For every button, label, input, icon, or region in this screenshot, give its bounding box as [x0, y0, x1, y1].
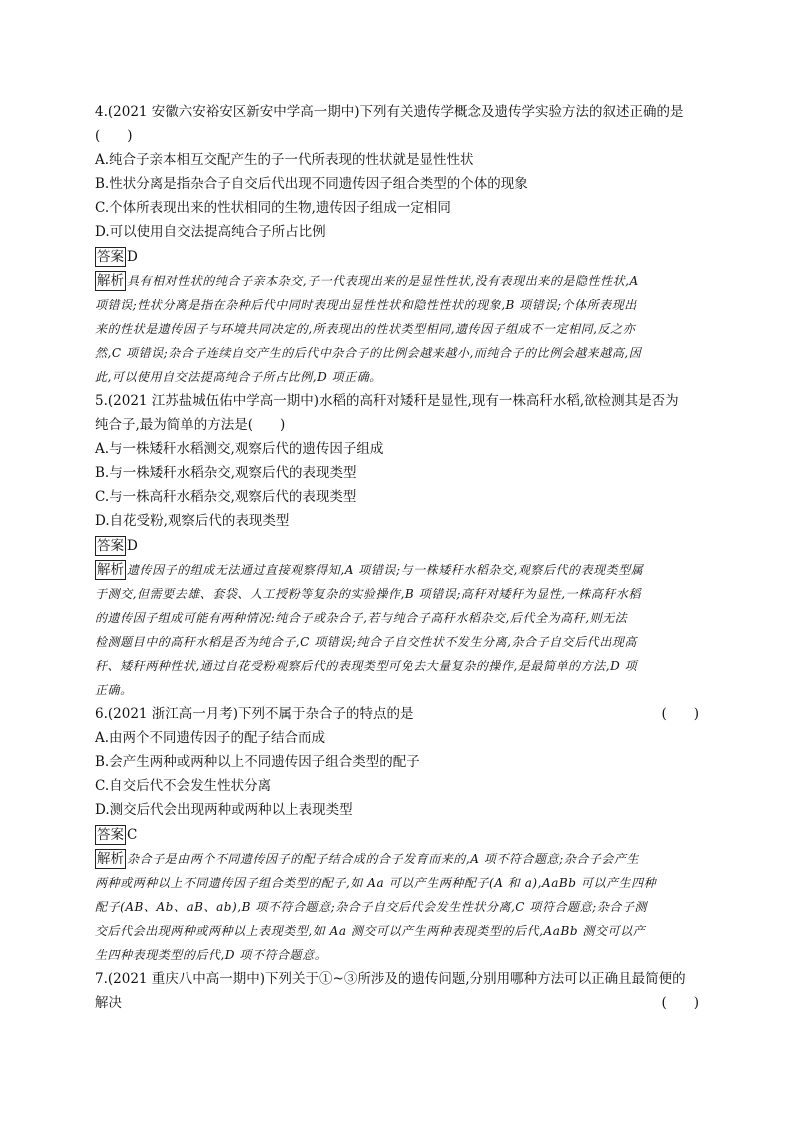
analysis-line: 杂合子是由两个不同遗传因子的配子结合成的合子发育而来的,A 项不符合题意;杂合子会产生 [127, 852, 639, 866]
analysis-line: 交后代会出现两种或两种以上表现类型,如 Aa 测交可以产生两种表现类型的后代,AaBb 测交可以产 [95, 924, 646, 938]
option-a: A.与一株矮秆水稻测交,观察后代的遗传因子组成 [95, 441, 384, 457]
option-b: B.会产生两种或两种以上不同遗传因子组合类型的配子 [95, 754, 420, 770]
analysis-line: 遗传因子的组成无法通过直接观察得知,A 项错误;与一株矮秆水稻杂交,观察后代的表现类型属 [127, 563, 644, 577]
analysis-line: 秆、矮秆两种性状,通过自花受粉观察后代的表现类型可免去大量复杂的操作,是最简单的方法,D 项 [95, 659, 638, 673]
analysis-line: 正确。 [95, 683, 133, 697]
analysis-line: 生四种表现类型的后代,D 项不符合题意。 [95, 948, 328, 962]
question-6 [95, 702, 699, 967]
option-c: C.与一株高秆水稻杂交,观察后代的表现类型 [95, 489, 357, 505]
question-stem-row [95, 991, 699, 1015]
analysis-line: 于测交,但需要去雄、套袋、人工授粉等复杂的实验操作,B 项错误;高秆对矮秆为显性,一株高秆水稻 [95, 587, 641, 601]
question-stem: 6.(2021 浙江高一月考)下列不属于杂合子的特点的是 [95, 706, 414, 722]
answer-line [95, 823, 699, 847]
answer-value: D [127, 538, 138, 554]
analysis-block [95, 558, 699, 702]
option-b: B.与一株矮秆水稻杂交,观察后代的表现类型 [95, 465, 357, 481]
analysis-line: 然,C 项错误;杂合子连续自交产生的后代中杂合子的比例会越来越小,而纯合子的比例会越来越高,因 [95, 346, 642, 360]
analysis-line: 来的性状是遗传因子与环境共同决定的,所表现出的性状类型相同,遗传因子组成不一定相同,反之亦 [95, 322, 636, 336]
question-stem-continued: 解决 [95, 995, 122, 1011]
answer-line [95, 534, 699, 558]
answer-value: C [127, 827, 138, 843]
option-a: A.纯合子亲本相互交配产生的子一代所表现的性状就是显性性状 [95, 152, 474, 168]
analysis-line: 项错误;性状分离是指在杂种后代中同时表现出显性性状和隐性性状的现象,B 项错误;个体所表现出 [95, 298, 637, 312]
option-a: A.由两个不同遗传因子的配子结合而成 [95, 730, 326, 746]
analysis-line: 此,可以使用自交法提高纯合子所占比例,D 项正确。 [95, 370, 382, 384]
question-4 [95, 100, 699, 389]
analysis-line: 两种或两种以上不同遗传因子组合类型的配子,如 Aa 可以产生两种配子(A 和 a),AaBb 可以产生四种 [95, 876, 657, 890]
analysis-tag: 解析 [97, 273, 124, 289]
option-b: B.性状分离是指杂合子自交后代出现不同遗传因子组合类型的个体的现象 [95, 176, 528, 192]
answer-parentheses: ( ) [661, 995, 699, 1011]
analysis-block [95, 847, 699, 967]
answer-value: D [127, 249, 138, 265]
answer-tag: 答案 [97, 538, 124, 554]
analysis-line: 检测题目中的高秆水稻是否为纯合子,C 项错误;纯合子自交性状不发生分离,杂合子自交后代出现高 [95, 635, 637, 649]
question-stem: 7.(2021 重庆八中高一期中)下列关于①~③所涉及的遗传问题,分别用哪种方法可以正确且最简便的 [95, 971, 686, 987]
option-c: C.自交后代不会发生性状分离 [95, 778, 272, 794]
answer-line [95, 245, 699, 269]
question-stem-row [95, 702, 699, 726]
analysis-tag: 解析 [97, 562, 124, 578]
question-7 [95, 967, 699, 1015]
question-5 [95, 389, 699, 702]
answer-tag: 答案 [97, 827, 124, 843]
analysis-line: 具有相对性状的纯合子亲本杂交,子一代表现出来的是显性性状,没有表现出来的是隐性性状,A [127, 274, 639, 288]
analysis-line: 配子(AB、Ab、aB、ab),B 项不符合题意;杂合子自交后代会发生性状分离,C 项符合题意;杂合子测 [95, 900, 647, 914]
document-page [95, 100, 699, 1015]
answer-parentheses: ( ) [95, 128, 133, 144]
analysis-tag: 解析 [97, 851, 124, 867]
option-d: D.可以使用自交法提高纯合子所占比例 [95, 224, 326, 240]
answer-tag: 答案 [97, 249, 124, 265]
analysis-line: 的遗传因子组成可能有两种情况:纯合子或杂合子,若与纯合子高秆水稻杂交,后代全为高秆,则无法 [95, 611, 628, 625]
option-c: C.个体所表现出来的性状相同的生物,遗传因子组成一定相同 [95, 200, 451, 216]
answer-parentheses: ( ) [661, 706, 699, 722]
analysis-block [95, 269, 699, 389]
question-stem: 4.(2021 安徽六安裕安区新安中学高一期中)下列有关遗传学概念及遗传学实验方法的叙述正确的是 [95, 104, 684, 120]
question-stem-continued: 纯合子,最为简单的方法是( ) [95, 417, 286, 433]
option-d: D.测交后代会出现两种或两种以上表现类型 [95, 802, 353, 818]
question-stem: 5.(2021 江苏盐城伍佑中学高一期中)水稻的高秆对矮秆是显性,现有一株高秆水稻,欲检测其是否为 [95, 393, 679, 409]
option-d: D.自花受粉,观察后代的表现类型 [95, 513, 290, 529]
